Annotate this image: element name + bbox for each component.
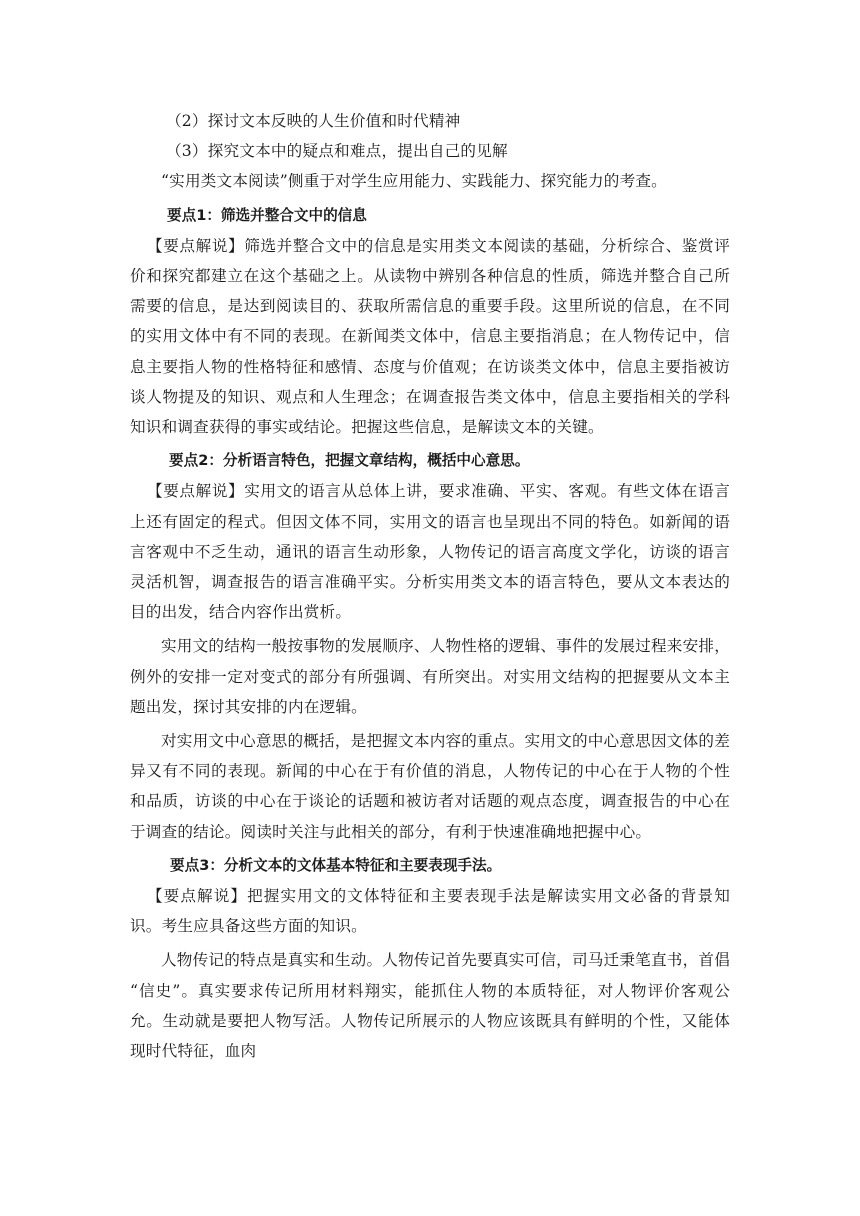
point-2-heading: 要点2：分析语言特色，把握文章结构，概括中心意思。 (169, 452, 530, 470)
document-page (130, 106, 730, 1066)
list-item-3: （3）探究文本中的疑点和难点，提出自己的见解 (166, 142, 508, 161)
point-3-paragraph-2: 人物传记的特点是真实和生动。人物传记首先要真实可信，司马迁秉笔直书，首倡 “信史”。真实要求传记所用材料翔实，能抓住人物的本质特征，对人物评价客观公允。生动就是要把人物写活。人物传记所展示的人物应该既具有鲜明的个性，又能体现时代特征，血肉 (130, 951, 730, 1061)
point-2-paragraph-2: 实用文的结构一般按事物的发展顺序、人物性格的逻辑、事件的发展过程来安排，例外的安排一定对变式的部分有所强调、有所突出。对实用文结构的把握要从文本主题出发，探讨其安排的内在逻辑。 (130, 637, 730, 716)
point-2-paragraph-3: 对实用文中心意思的概括，是把握文本内容的重点。实用文的中心意思因文体的差异又有不同的表现。新闻的中心在于有价值的消息，人物传记的中心在于人物的个性和品质，访谈的中心在于谈论的话题和被访者对话题的观点态度，调查报告的中心在于调查的结论。阅读时关注与此相关的部分，有利于快速准确地把握中心。 (130, 732, 730, 841)
point-1-paragraph: 【要点解说】筛选并整合文中的信息是实用类文本阅读的基础，分析综合、鉴赏评价和探究都建立在这个基础之上。从读物中辨别各种信息的性质，筛选并整合自己所需要的信息，是达到阅读目的、获取所需信息的重要手段。这里所说的信息，在不同的实用文体中有不同的表现。在新闻类文体中，信息主要指消息；在人物传记中，信息主要指人物的性格特征和感情、态度与价值观；在访谈类文体中，信息主要指被访谈人物提及的知识、观点和人生理念；在调查报告类文体中，信息主要指相关的学科知识和调查获得的事实或结论。把握这些信息，是解读文本的关键。 (130, 236, 730, 437)
point-2-paragraph-1: 【要点解说】实用文的语言从总体上讲，要求准确、平实、客观。有些文体在语言上还有固定的程式。但因文体不同，实用文的语言也呈现出不同的特色。如新闻的语言客观中不乏生动，通讯的语言生动形象，人物传记的语言高度文学化，访谈的语言灵活机智，调查报告的语言准确平实。分析实用类文本的语言特色，要从文本表达的目的出发，结合内容作出赏析。 (130, 482, 730, 622)
list-item-2: （2）探讨文本反映的人生价值和时代精神 (166, 112, 461, 130)
point-3-paragraph-1: 【要点解说】把握实用文的文体特征和主要表现手法是解读实用文必备的背景知识。考生应具备这些方面的知识。 (130, 887, 730, 936)
point-1-heading: 要点1：筛选并整合文中的信息 (167, 206, 367, 224)
point-3-heading: 要点3：分析文本的文体基本特征和主要表现手法。 (170, 856, 502, 874)
intro-paragraph: “实用类文本阅读”侧重于对学生应用能力、实践能力、探究能力的考查。 (161, 172, 667, 191)
